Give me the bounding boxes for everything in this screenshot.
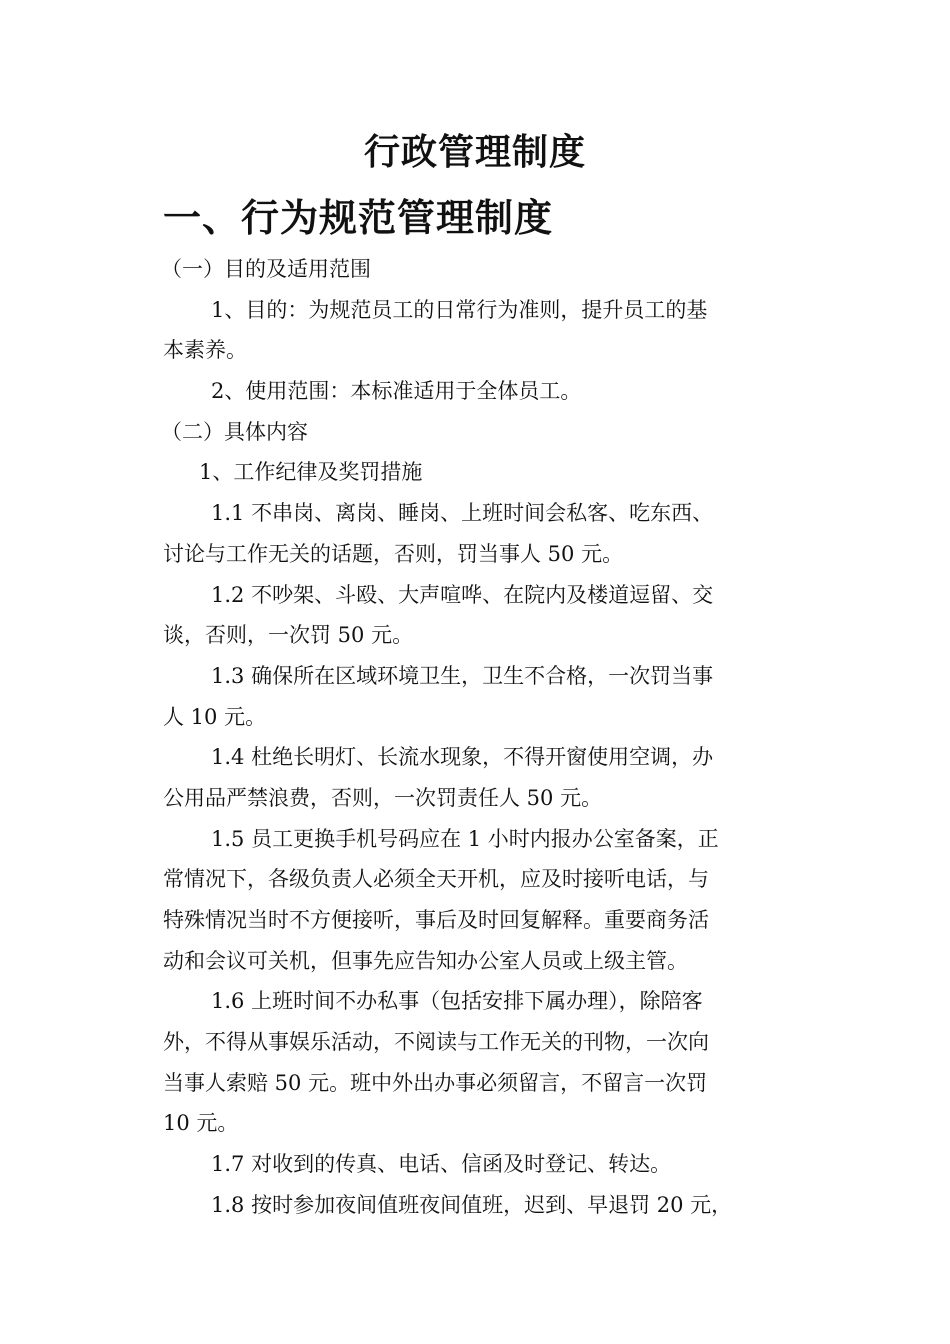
- text-line: 1.4 杜绝长明灯、长流水现象，不得开窗使用空调，办: [211, 745, 714, 770]
- text-line: 10 元。: [163, 1111, 239, 1136]
- text-line: 1.7 对收到的传真、电话、信函及时登记、转达。: [211, 1152, 672, 1177]
- text-line: 人 10 元。: [163, 704, 267, 729]
- text-line: 当事人索赔 50 元。班中外出办事必须留言，不留言一次罚: [163, 1070, 708, 1095]
- text-line: 谈，否则，一次罚 50 元。: [163, 623, 414, 648]
- document-body: [163, 249, 788, 1226]
- text-line: 公用品严禁浪费，否则，一次罚责任人 50 元。: [163, 785, 603, 810]
- text-line: 特殊情况当时不方便接听，事后及时回复解释。重要商务活: [163, 908, 709, 932]
- text-line: 1.2 不吵架、斗殴、大声喧哗、在院内及楼道逗留、交: [211, 582, 714, 607]
- text-line: 1.3 确保所在区域环境卫生，卫生不合格，一次罚当事: [211, 663, 714, 688]
- text-line: 讨论与工作无关的话题，否则，罚当事人 50 元。: [163, 541, 624, 566]
- text-line: 1、工作纪律及奖罚措施: [199, 460, 423, 485]
- text-line: 1、目的：为规范员工的日常行为准则，提升员工的基: [211, 297, 708, 322]
- text-line: 常情况下，各级负责人必须全天开机，应及时接听电话，与: [163, 867, 709, 892]
- text-line: 本素养。: [163, 338, 247, 363]
- text-line: 外，不得从事娱乐活动，不阅读与工作无关的刊物，一次向: [163, 1030, 709, 1055]
- section-heading: 一、行为规范管理制度: [163, 195, 554, 240]
- text-line: 1.1 不串岗、离岗、睡岗、上班时间会私客、吃东西、: [211, 501, 714, 526]
- text-line: 2、使用范围：本标准适用于全体员工。: [211, 379, 582, 404]
- document-title: 行政管理制度: [363, 131, 586, 173]
- text-line: 动和会议可关机，但事先应告知办公室人员或上级主管。: [163, 948, 688, 973]
- text-line: （二）具体内容: [161, 419, 308, 444]
- text-line: （一）目的及适用范围: [161, 257, 371, 281]
- text-line: 1.5 员工更换手机号码应在 1 小时内报办公室备案，正: [211, 826, 719, 851]
- text-line: 1.8 按时参加夜间值班夜间值班，迟到、早退罚 20 元，: [211, 1192, 733, 1217]
- text-line: 1.6 上班时间不办私事（包括安排下属办理），除陪客: [211, 989, 703, 1014]
